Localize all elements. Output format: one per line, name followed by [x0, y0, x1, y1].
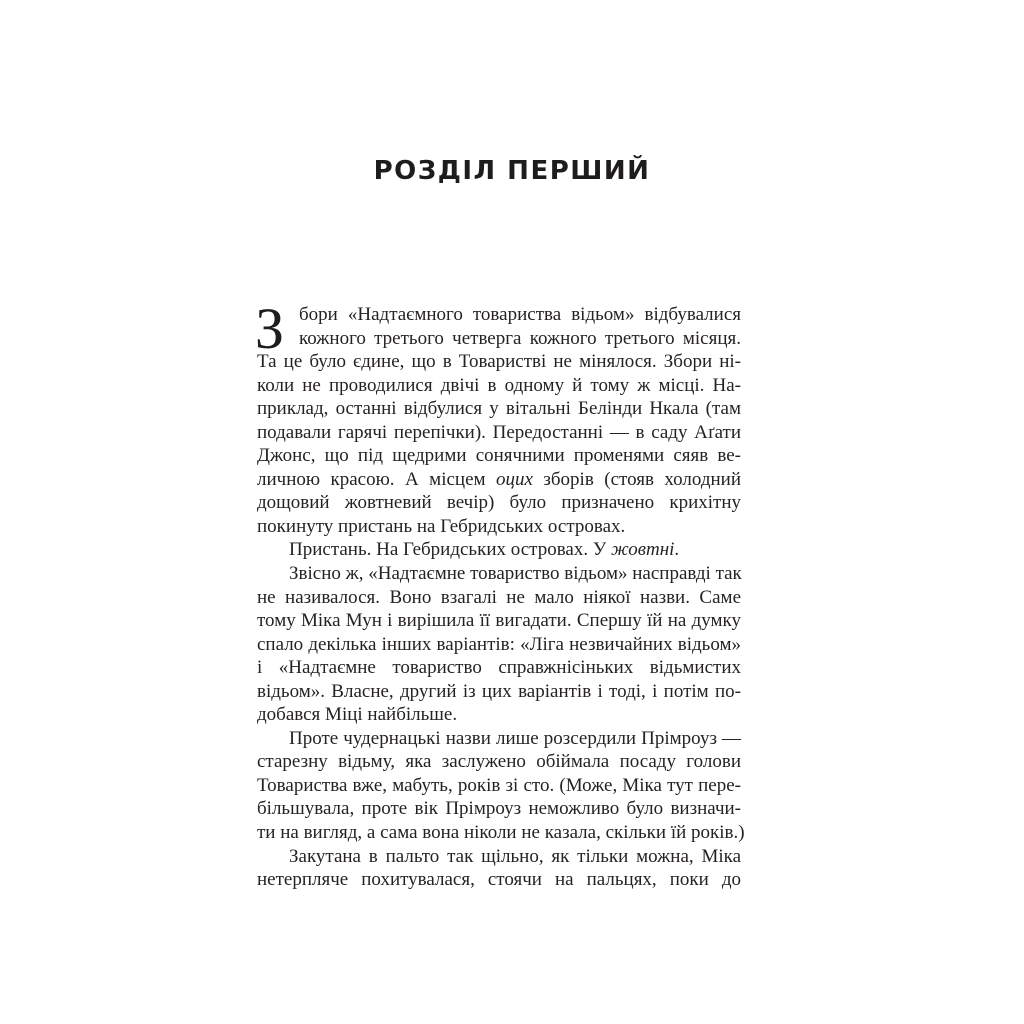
chapter-body-text [255, 296, 745, 892]
text-fragment: . [674, 539, 680, 561]
italic-emphasis: оцих [496, 468, 533, 490]
text-line: старезну відьму, яка заслужено обіймала посаду голови [257, 751, 741, 773]
text-line: покинуту пристань на Гебридських островах. [257, 515, 626, 537]
text-line: не називалося. Воно взагалі не мало ніякої назви. Саме [257, 586, 741, 608]
text-fragment: личною красою. А місцем [257, 468, 496, 490]
text-line: бори «Надтаємного товариства відьом» відбувалися [299, 304, 741, 325]
text-line: кожного третього четверга кожного третього місяця. [299, 327, 741, 349]
text-line: Та це було єдине, що в Товаристві не мінялося. Збори ні- [257, 351, 741, 373]
text-line: Джонс, що під щедрими сонячними променями сяяв ве- [257, 445, 741, 467]
text-line: і «Надтаємне товариство справжнісіньких відьмистих [257, 657, 741, 679]
text-line: подавали гарячі перепічки). Передостанні — в саду Аґати [257, 421, 741, 443]
text-line: тому Міка Мун і вирішила її вигадати. Спершу їй на думку [257, 610, 741, 632]
text-line: відьом». Власне, другий із цих варіантів і тоді, і потім по- [257, 680, 741, 702]
text-line: добався Міці найбільше. [257, 704, 458, 726]
text-line [257, 468, 741, 492]
text-fragment: зборів (стояв холодний [532, 468, 741, 490]
text-line: дощовий жовтневий вечір) було призначено крихітну [257, 492, 741, 514]
text-line: більшувала, проте вік Прімроуз неможливо було визначи- [257, 798, 741, 820]
text-line: Закутана в пальто так щільно, як тільки можна, Міка [289, 845, 741, 867]
italic-emphasis: жовтні [611, 539, 675, 561]
chapter-title: РОЗДІЛ ПЕРШИЙ [373, 156, 651, 186]
text-line: нетерпляче похитувалася, стоячи на пальцях, поки до [257, 869, 741, 891]
text-line: Проте чудернацькі назви лише розсердили Прімроуз — [289, 727, 741, 749]
text-line: ти на вигляд, а сама вона ніколи не казала, скільки їй років.) [257, 822, 745, 844]
text-line: коли не проводилися двічі в одному й тому ж місці. На- [257, 374, 741, 396]
drop-cap: З [255, 296, 285, 361]
text-line [257, 538, 741, 562]
text-line: Товариства вже, мабуть, років зі сто. (Може, Міка тут пере- [257, 774, 741, 796]
text-line: Звісно ж, «Надтаємне товариство відьом» насправді так [289, 563, 742, 585]
text-line: спало декілька інших варіантів: «Ліга незвичайних відьом» [257, 633, 741, 655]
text-line: приклад, останні відбулися у вітальні Белінди Нкала (там [257, 398, 741, 420]
text-fragment: Пристань. На Гебридських островах. У [289, 539, 612, 561]
